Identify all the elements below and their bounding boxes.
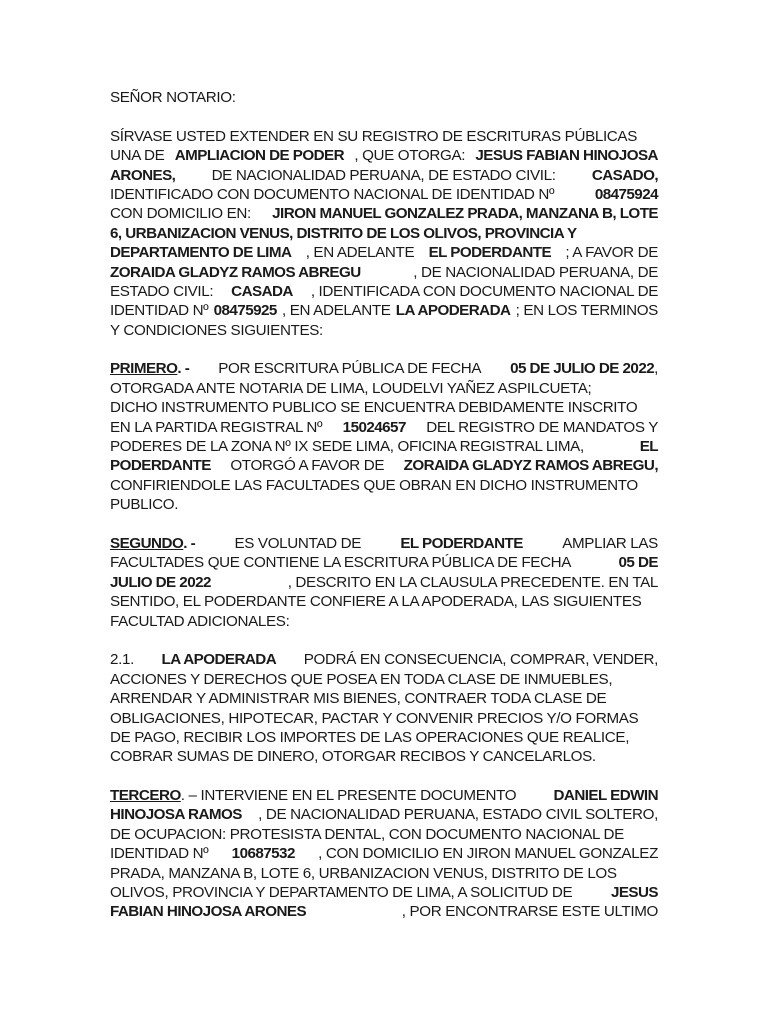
bold-run: 15024657 xyxy=(342,418,406,436)
text-run: ; EN LOS TERMINOS xyxy=(515,302,658,320)
text-run: , DE NACIONALIDAD PERUANA, DE xyxy=(413,263,658,281)
clause-line xyxy=(110,553,658,572)
text-run: FACULTAD ADICIONALES: xyxy=(110,612,290,630)
text-run: , EN ADELANTE xyxy=(282,302,391,320)
bold-run: 10687532 xyxy=(231,845,295,863)
intro-line xyxy=(110,301,658,320)
clause-line xyxy=(110,709,658,728)
bold-run: JIRON MANUEL GONZALEZ PRADA, MANZANA B, LOTE xyxy=(272,205,658,223)
text-run: DE OCUPACION: PROTESISTA DENTAL, CON DOCUMENTO NACIONAL DE xyxy=(110,825,624,843)
clause-line xyxy=(110,864,658,883)
clause-line xyxy=(110,747,658,766)
bold-run: ZORAIDA GLADYZ RAMOS ABREGU, xyxy=(403,457,658,475)
clause-primero xyxy=(110,359,658,514)
text-run: OBLIGACIONES, HIPOTECAR, PACTAR Y CONVENIR PRECIOS Y/O FORMAS xyxy=(110,709,639,727)
text-run: DE PAGO, RECIBIR LOS IMPORTES DE LAS OPERACIONES QUE REALICE, xyxy=(110,728,630,746)
text-run: ESTADO CIVIL: xyxy=(110,282,214,300)
text-run: PODRÁ EN CONSECUENCIA, COMPRAR, VENDER, xyxy=(303,651,658,669)
clause-line xyxy=(110,805,658,824)
text-run: OLIVOS, PROVINCIA Y DEPARTAMENTO DE LIMA, A SOLICITUD DE xyxy=(110,884,573,902)
text-run: IDENTIDAD Nº xyxy=(110,845,209,863)
clause-heading: SEGUNDO xyxy=(110,534,184,552)
text-run: SÍRVASE USTED EXTENDER EN SU REGISTRO DE ESCRITURAS PÚBLICAS xyxy=(110,127,637,145)
clause-line xyxy=(110,495,658,514)
text-run: CONFIRIENDOLE LAS FACULTADES QUE OBRAN EN DICHO INSTRUMENTO xyxy=(110,476,638,494)
intro-line xyxy=(110,243,658,262)
text-run: UNA DE xyxy=(110,147,165,165)
bold-run: 08475924 xyxy=(594,185,658,203)
text-run: , xyxy=(654,360,658,378)
bold-run: DEPARTAMENTO DE LIMA xyxy=(110,244,292,262)
clause-tercero xyxy=(110,786,658,922)
bold-run: 08475925 xyxy=(213,302,277,320)
text-run: , EN ADELANTE xyxy=(305,244,415,262)
clause-line xyxy=(110,883,658,902)
clause-heading: TERCERO xyxy=(110,787,181,805)
bold-run: EL PODERDANTE xyxy=(428,244,552,262)
text-run: OTORGÓ A FAVOR DE xyxy=(230,457,385,475)
clause-line xyxy=(110,573,658,592)
clause-line xyxy=(110,902,658,921)
bold-run: ZORAIDA GLADYZ RAMOS ABREGU xyxy=(110,263,361,281)
text-run: . – INTERVIENE EN EL PRESENTE DOCUMENTO xyxy=(180,787,517,805)
text-run: DE NACIONALIDAD PERUANA, DE ESTADO CIVIL: xyxy=(211,166,556,184)
clause-line xyxy=(110,786,658,805)
document-page xyxy=(110,88,658,922)
bold-run: FABIAN HINOJOSA ARONES xyxy=(110,903,307,921)
text-run: COBRAR SUMAS DE DINERO, OTORGAR RECIBOS Y CANCELARLOS. xyxy=(110,748,596,766)
intro-line xyxy=(110,166,658,185)
text-run: AMPLIAR LAS xyxy=(562,534,658,552)
text-run: IDENTIDAD Nº xyxy=(110,302,209,320)
bold-run: LA APODERADA xyxy=(395,302,511,320)
clause-line xyxy=(110,825,658,844)
item-number: 2.1. xyxy=(110,651,134,669)
clause-line xyxy=(110,670,658,689)
text-run: CON DOMICILIO EN: xyxy=(110,205,251,223)
text-run: , POR ENCONTRARSE ESTE ULTIMO xyxy=(401,903,658,921)
intro-line xyxy=(110,321,658,340)
intro-paragraph xyxy=(110,127,658,340)
clause-line xyxy=(110,689,658,708)
text-run: PUBLICO. xyxy=(110,496,179,514)
text-run: ACCIONES Y DERECHOS QUE POSEA EN TODA CLASE DE INMUEBLES, xyxy=(110,670,613,688)
intro-line xyxy=(110,146,658,165)
bold-run: HINOJOSA RAMOS xyxy=(110,806,242,824)
intro-line xyxy=(110,204,658,223)
bold-run: 05 DE JULIO DE 2022 xyxy=(510,360,655,378)
clause-line xyxy=(110,398,658,417)
clause-line xyxy=(110,418,658,437)
clause-line xyxy=(110,650,658,669)
text-run: DEL REGISTRO DE MANDATOS Y xyxy=(426,418,658,436)
bold-run: CASADA xyxy=(231,282,293,300)
text-run: , IDENTIFICADA CON DOCUMENTO NACIONAL DE xyxy=(310,282,658,300)
intro-line xyxy=(110,282,658,301)
clause-line xyxy=(110,534,658,553)
clause-line xyxy=(110,844,658,863)
text-run: IDENTIFICADO CON DOCUMENTO NACIONAL DE IDENTIDAD Nº xyxy=(110,185,555,203)
bold-run: AMPLIACION DE PODER xyxy=(174,147,345,165)
text-run: , QUE OTORGA: xyxy=(354,147,466,165)
intro-line xyxy=(110,127,658,146)
intro-line xyxy=(110,185,658,204)
clause-line xyxy=(110,592,658,611)
bold-run: JESUS xyxy=(610,884,658,902)
bold-run: ARONES, xyxy=(110,166,176,184)
text-run: ES VOLUNTAD DE xyxy=(234,534,361,552)
bold-run: EL xyxy=(639,438,658,456)
bold-run: EL PODERDANTE xyxy=(400,534,523,552)
bold-run: . - xyxy=(177,360,190,378)
text-run: ARRENDAR Y ADMINISTRAR MIS BIENES, CONTRAER TODA CLASE DE xyxy=(110,690,607,708)
text-run: FACULTADES QUE CONTIENE LA ESCRITURA PÚBLICA DE FECHA xyxy=(110,554,572,572)
text-run: OTORGADA ANTE NOTARIA DE LIMA, LOUDELVI YAÑEZ ASPILCUETA; xyxy=(110,379,592,397)
bold-run: . - xyxy=(183,534,196,552)
clause-line xyxy=(110,359,658,378)
clause-line xyxy=(110,379,658,398)
bold-run: 05 DE xyxy=(618,554,658,572)
intro-line xyxy=(110,224,658,243)
text-run: PODERES DE LA ZONA Nº IX SEDE LIMA, OFICINA REGISTRAL LIMA, xyxy=(110,438,584,456)
text-run: POR ESCRITURA PÚBLICA DE FECHA xyxy=(218,360,482,378)
bold-run: 6, URBANIZACION VENUS, DISTRITO DE LOS OLIVOS, PROVINCIA Y xyxy=(110,224,577,242)
bold-run: JULIO DE 2022 xyxy=(110,573,211,591)
bold-run: JESUS FABIAN HINOJOSA xyxy=(475,147,658,165)
clause-line xyxy=(110,456,658,475)
bold-run: LA APODERADA xyxy=(161,651,277,669)
text-run: ; A FAVOR DE xyxy=(565,244,658,262)
clause-line xyxy=(110,728,658,747)
text-run: , CON DOMICILIO EN JIRON MANUEL GONZALEZ xyxy=(318,845,658,863)
intro-line xyxy=(110,263,658,282)
salutation xyxy=(110,88,658,107)
clause-line xyxy=(110,476,658,495)
clause-segundo xyxy=(110,534,658,631)
bold-run: CASADO, xyxy=(591,166,658,184)
clause-line xyxy=(110,437,658,456)
item-2-1 xyxy=(110,650,658,766)
clause-heading: PRIMERO xyxy=(110,360,178,378)
salutation-text: SEÑOR NOTARIO: xyxy=(110,89,236,106)
bold-run: PODERDANTE xyxy=(110,457,211,475)
text-run: DICHO INSTRUMENTO PUBLICO SE ENCUENTRA DEBIDAMENTE INSCRITO xyxy=(110,399,638,417)
text-run: , DE NACIONALIDAD PERUANA, ESTADO CIVIL SOLTERO, xyxy=(258,806,658,824)
text-run: , DESCRITO EN LA CLAUSULA PRECEDENTE. EN TAL xyxy=(287,573,658,591)
text-run: EN LA PARTIDA REGISTRAL Nº xyxy=(110,418,323,436)
text-run: PRADA, MANZANA B, LOTE 6, URBANIZACION VENUS, DISTRITO DE LOS xyxy=(110,864,617,882)
clause-line xyxy=(110,612,658,631)
bold-run: DANIEL EDWIN xyxy=(553,787,658,805)
text-run: Y CONDICIONES SIGUIENTES: xyxy=(110,321,323,339)
text-run: SENTIDO, EL PODERDANTE CONFIERE A LA APODERADA, LAS SIGUIENTES xyxy=(110,593,642,611)
